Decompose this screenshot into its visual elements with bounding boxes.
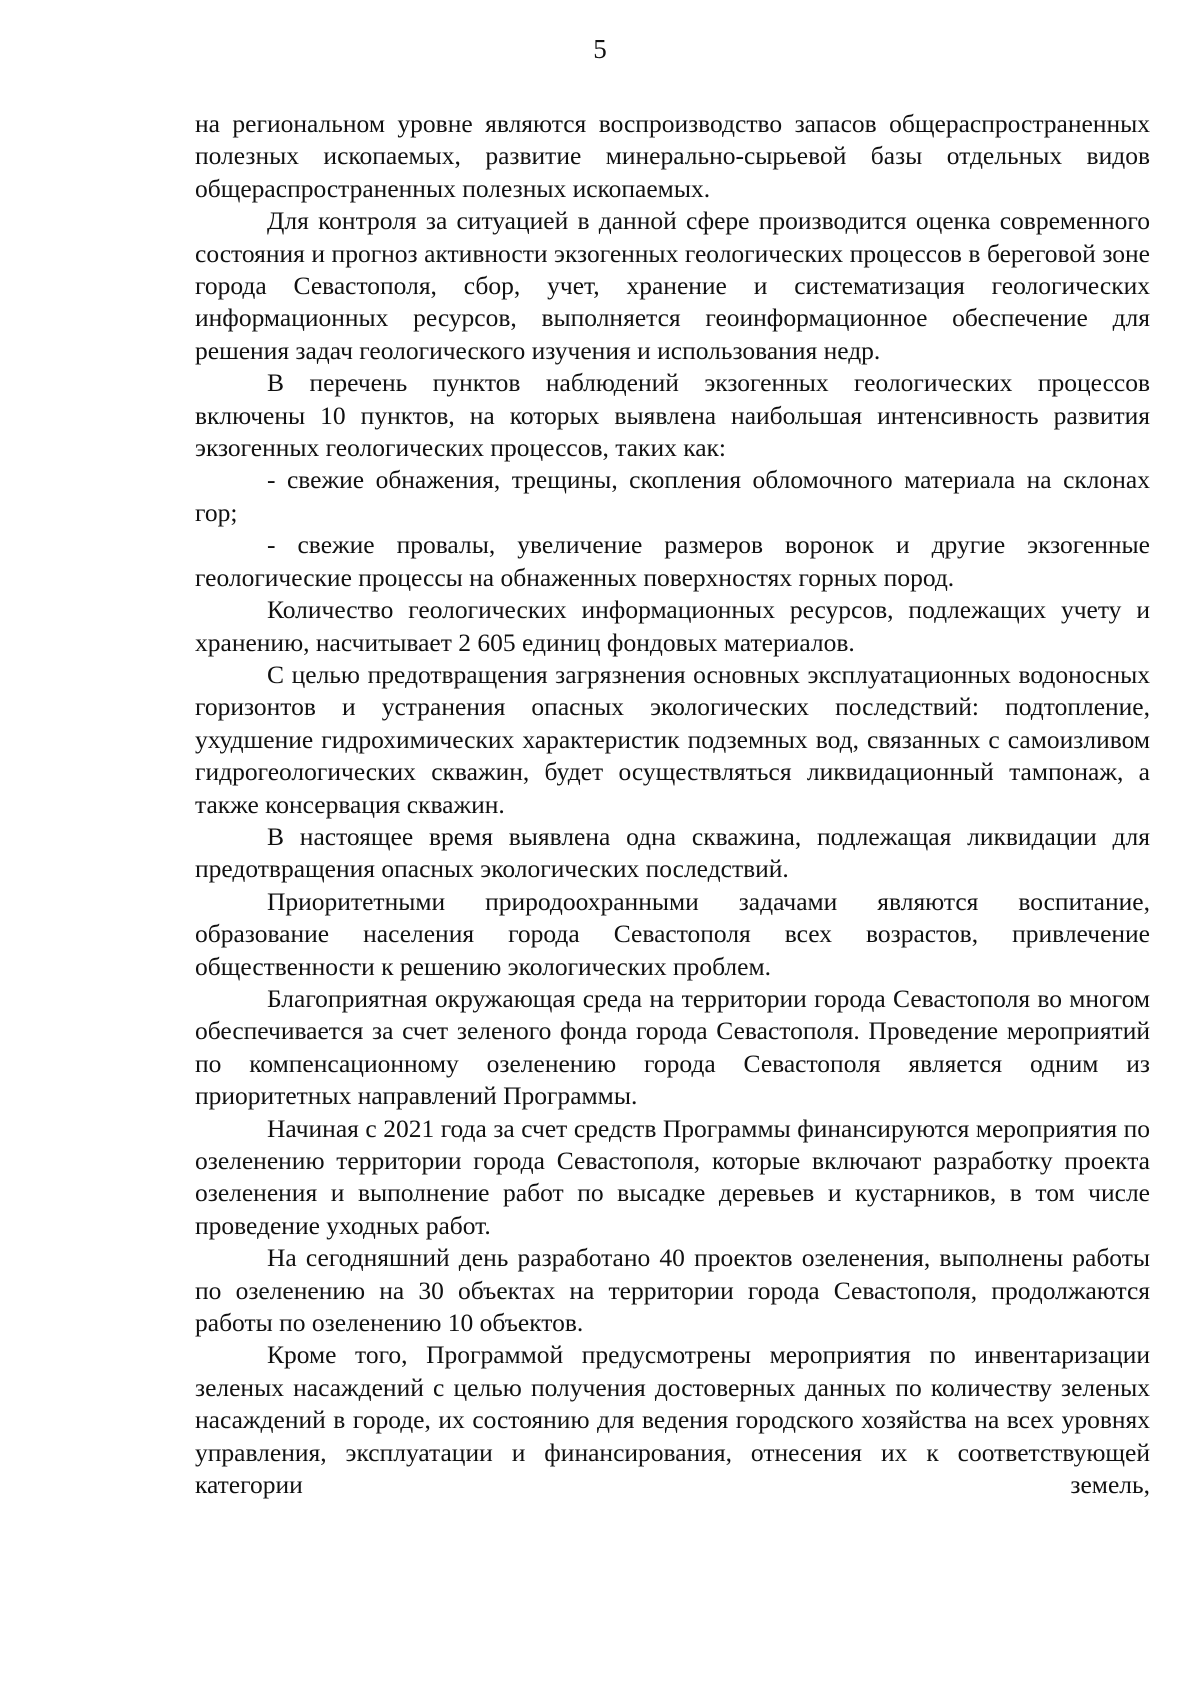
document-body <box>195 108 1150 1501</box>
paragraph-monitoring: Для контроля за ситуацией в данной сфере производится оценка современного состояния и прогноз активности экзогенных геологических процессов в береговой зоне города Севастополя, сбор, учет, хранение и систематизация геологических информационных ресурсов, выполняется геоинформационное обеспечение для решения задач геологического изучения и использования недр. <box>195 206 1150 365</box>
page-number: 5 <box>593 34 607 64</box>
paragraph-well-liquidation: В настоящее время выявлена одна скважина, подлежащая ликвидации для предотвращения опасных экологических последствий. <box>195 821 1150 884</box>
paragraph-aquifer-protection: С целью предотвращения загрязнения основных эксплуатационных водоносных горизонтов и устранения опасных экологических последствий: подтопление, ухудшение гидрохимических характеристик подземных вод, связанных с самоизливом гидрогеологических скважин, будет осуществляться ликвидационный тампонаж, а также консервация скважин. <box>195 659 1150 819</box>
paragraph-landscaping-projects: На сегодняшний день разработано 40 проектов озеленения, выполнены работы по озеленению на 30 объектах на территории города Севастополя, продолжаются работы по озеленению 10 объектов. <box>195 1243 1150 1338</box>
paragraph-information-resources: Количество геологических информационных ресурсов, подлежащих учету и хранению, насчитывает 2 605 единиц фондовых материалов. <box>195 595 1150 657</box>
paragraph-environmental-education: Приоритетными природоохранными задачами являются воспитание, образование населения города Севастополя всех возрастов, привлечение общественности к решению экологических проблем. <box>195 886 1150 981</box>
paragraph-observation-points: В перечень пунктов наблюдений экзогенных геологических процессов включены 10 пунктов, на которых выявлена наибольшая интенсивность развития экзогенных геологических процессов, таких как: <box>195 368 1150 463</box>
paragraph-green-inventory: Кроме того, Программой предусмотрены мероприятия по инвентаризации зеленых насаждений с целью получения достоверных данных по количеству зеленых насаждений в городе, их состоянию для ведения городского хозяйства на всех уровнях управления, эксплуатации и финансирования, отнесения их к соответствующей категории земель, <box>195 1340 1150 1500</box>
paragraph-landscaping-financing: Начиная с 2021 года за счет средств Программы финансируются мероприятия по озеленению территории города Севастополя, которые включают разработку проекта озеленения и выполнение работ по высадке деревьев и кустарников, в том числе проведение уходных работ. <box>195 1113 1150 1240</box>
paragraph-continuation: на региональном уровне являются воспроизводство запасов общераспространенных полезных ископаемых, развитие минерально-сырьевой базы отдельных видов общераспространенных полезных ископаемых. <box>195 109 1150 203</box>
list-item-outcrops: - свежие обнажения, трещины, скопления обломочного материала на склонах гор; <box>195 465 1150 527</box>
paragraph-green-fund: Благоприятная окружающая среда на территории города Севастополя во многом обеспечивается за счет зеленого фонда города Севастополя. Проведение мероприятий по компенсационному озеленению города Севастополя является одним из приоритетных направлений Программы. <box>195 983 1150 1111</box>
list-item-sinkholes: - свежие провалы, увеличение размеров воронок и другие экзогенные геологические процессы на обнаженных поверхностях горных пород. <box>195 530 1150 592</box>
